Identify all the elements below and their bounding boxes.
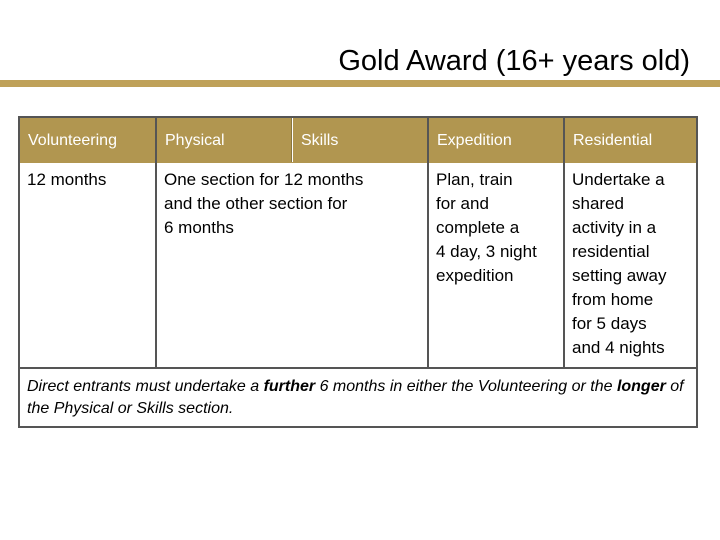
residential-line: activity in a bbox=[572, 218, 657, 237]
residential-line: from home bbox=[572, 290, 654, 309]
header-residential: Residential bbox=[565, 118, 696, 162]
header-skills: Skills bbox=[293, 118, 429, 162]
header-divider-physical-skills bbox=[291, 118, 292, 162]
header-expedition: Expedition bbox=[429, 118, 563, 162]
title-underline-bar bbox=[0, 80, 720, 87]
physical-skills-line: One section for 12 months bbox=[164, 170, 364, 189]
volunteering-duration: 12 months bbox=[27, 170, 107, 189]
page-title: Gold Award (16+ years old) bbox=[338, 45, 690, 77]
header-volunteering: Volunteering bbox=[20, 118, 156, 162]
physical-skills-line: and the other section for bbox=[164, 194, 348, 213]
note-text: of the Physical or Skills section. bbox=[27, 378, 684, 417]
direct-entrant-note bbox=[27, 376, 695, 420]
note-emphasis-further: further bbox=[263, 378, 316, 395]
expedition-line: Plan, train bbox=[436, 170, 513, 189]
expedition-line: complete a bbox=[436, 218, 520, 237]
residential-line: setting away bbox=[572, 266, 667, 285]
expedition-line: 4 day, 3 night bbox=[436, 242, 537, 261]
note-text: 6 months in either the Volunteering or the bbox=[315, 378, 617, 395]
note-text: Direct entrants must undertake a bbox=[27, 378, 264, 395]
residential-line: residential bbox=[572, 242, 650, 261]
column-divider bbox=[563, 118, 565, 368]
residential-line: Undertake a bbox=[572, 170, 665, 189]
physical-skills-line: 6 months bbox=[164, 218, 234, 237]
residential-requirement bbox=[565, 162, 696, 368]
expedition-line: expedition bbox=[436, 266, 514, 285]
header-divider bbox=[20, 162, 696, 163]
column-divider bbox=[427, 118, 429, 368]
residential-line: and 4 nights bbox=[572, 338, 665, 357]
expedition-line: for and bbox=[436, 194, 489, 213]
table-bottom-divider bbox=[20, 367, 696, 369]
residential-line: shared bbox=[572, 194, 624, 213]
column-divider bbox=[155, 118, 157, 368]
award-requirements-table bbox=[18, 116, 698, 428]
residential-line: for 5 days bbox=[572, 314, 647, 333]
expedition-requirement bbox=[429, 162, 563, 368]
physical-skills-duration bbox=[157, 162, 427, 368]
header-physical: Physical bbox=[157, 118, 291, 162]
note-emphasis-longer: longer bbox=[616, 378, 666, 395]
